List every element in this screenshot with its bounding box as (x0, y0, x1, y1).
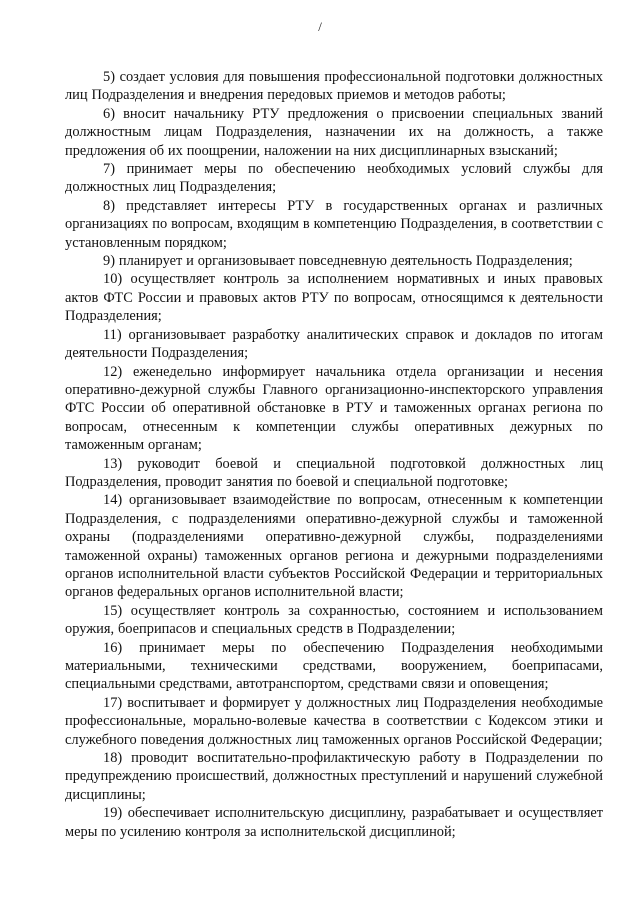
paragraph-item-5: 5) создает условия для повышения профессиональной подготовки должностных лиц Подразделения и внедрения передовых приемов и методов работы; (65, 69, 603, 104)
paragraph-item-19: 19) обеспечивает исполнительскую дисциплину, разрабатывает и осуществляет меры по усилению контроля за исполнительской дисциплиной; (65, 805, 603, 840)
paragraph-item-8: 8) представляет интересы РТУ в государственных органах и различных организациях по вопросам, входящим в компетенцию Подразделения, в соответствии с установленным порядком; (65, 197, 603, 251)
paragraph-item-9: 9) планирует и организовывает повседневную деятельность Подразделения; (103, 253, 573, 270)
paragraph-item-11: 11) организовывает разработку аналитических справок и докладов по итогам деятельности Подразделения; (65, 326, 603, 362)
paragraph-item-10: 10) осуществляет контроль за исполнением нормативных и иных правовых актов ФТС России и правовых актов РТУ по вопросам, относящимся к деятельности Подразделения; (65, 271, 603, 325)
paragraph-item-15: 15) осуществляет контроль за сохранностью, состоянием и использованием оружия, боеприпасов и специальных средств в Подразделении; (65, 602, 603, 638)
paragraph-item-7: 7) принимает меры по обеспечению необходимых условий службы для должностных лиц Подразделения; (65, 161, 603, 196)
document-body (65, 68, 603, 841)
paragraph-item-13: 13) руководит боевой и специальной подготовкой должностных лиц Подразделения, проводит занятия по боевой и специальной подготовке; (65, 455, 603, 490)
paragraph-item-12: 12) еженедельно информирует начальника отдела организации и несения оперативно-дежурной службы Главного организационно-инспекторского управления ФТС России об оперативной обстановке в РТУ и таможенных органах региона по вопросам, отнесенным к компетенции службы оперативных дежурных по таможенным органам; (65, 363, 603, 454)
paragraph-item-18: 18) проводит воспитательно-профилактическую работу в Подразделении по предупреждению происшествий, должностных преступлений и нарушений служебной дисциплины; (65, 750, 603, 803)
page-number-mark: / (318, 19, 322, 34)
paragraph-item-6: 6) вносит начальнику РТУ предложения о присвоении специальных званий должностным лицам Подразделения, назначении их на должность, а также предложения об их поощрении, наложении на них дисциплинарных взысканий; (65, 105, 603, 159)
paragraph-item-16: 16) принимает меры по обеспечению Подразделения необходимыми материальными, техническими средствами, вооружением, боеприпасами, специальными средствами, автотранспортом, средствами связи и оповещения; (65, 639, 603, 693)
paragraph-item-14: 14) организовывает взаимодействие по вопросам, отнесенным к компетенции Подразделения, с подразделениями оперативно-дежурной службы и таможенной охраны (подразделениями оперативно-дежурной службы, подразделениями таможенной охраны) таможенных органов региона и дежурными подразделениями органов исполнительной власти субъектов Российской Федерации и территориальных органов федеральных органов исполнительной власти; (65, 492, 603, 601)
paragraph-item-17: 17) воспитывает и формирует у должностных лиц Подразделения необходимые профессиональные, морально-волевые качества в соответствии с Кодексом этики и служебного поведения должностных лиц таможенных органов Российской Федерации; (65, 694, 603, 748)
